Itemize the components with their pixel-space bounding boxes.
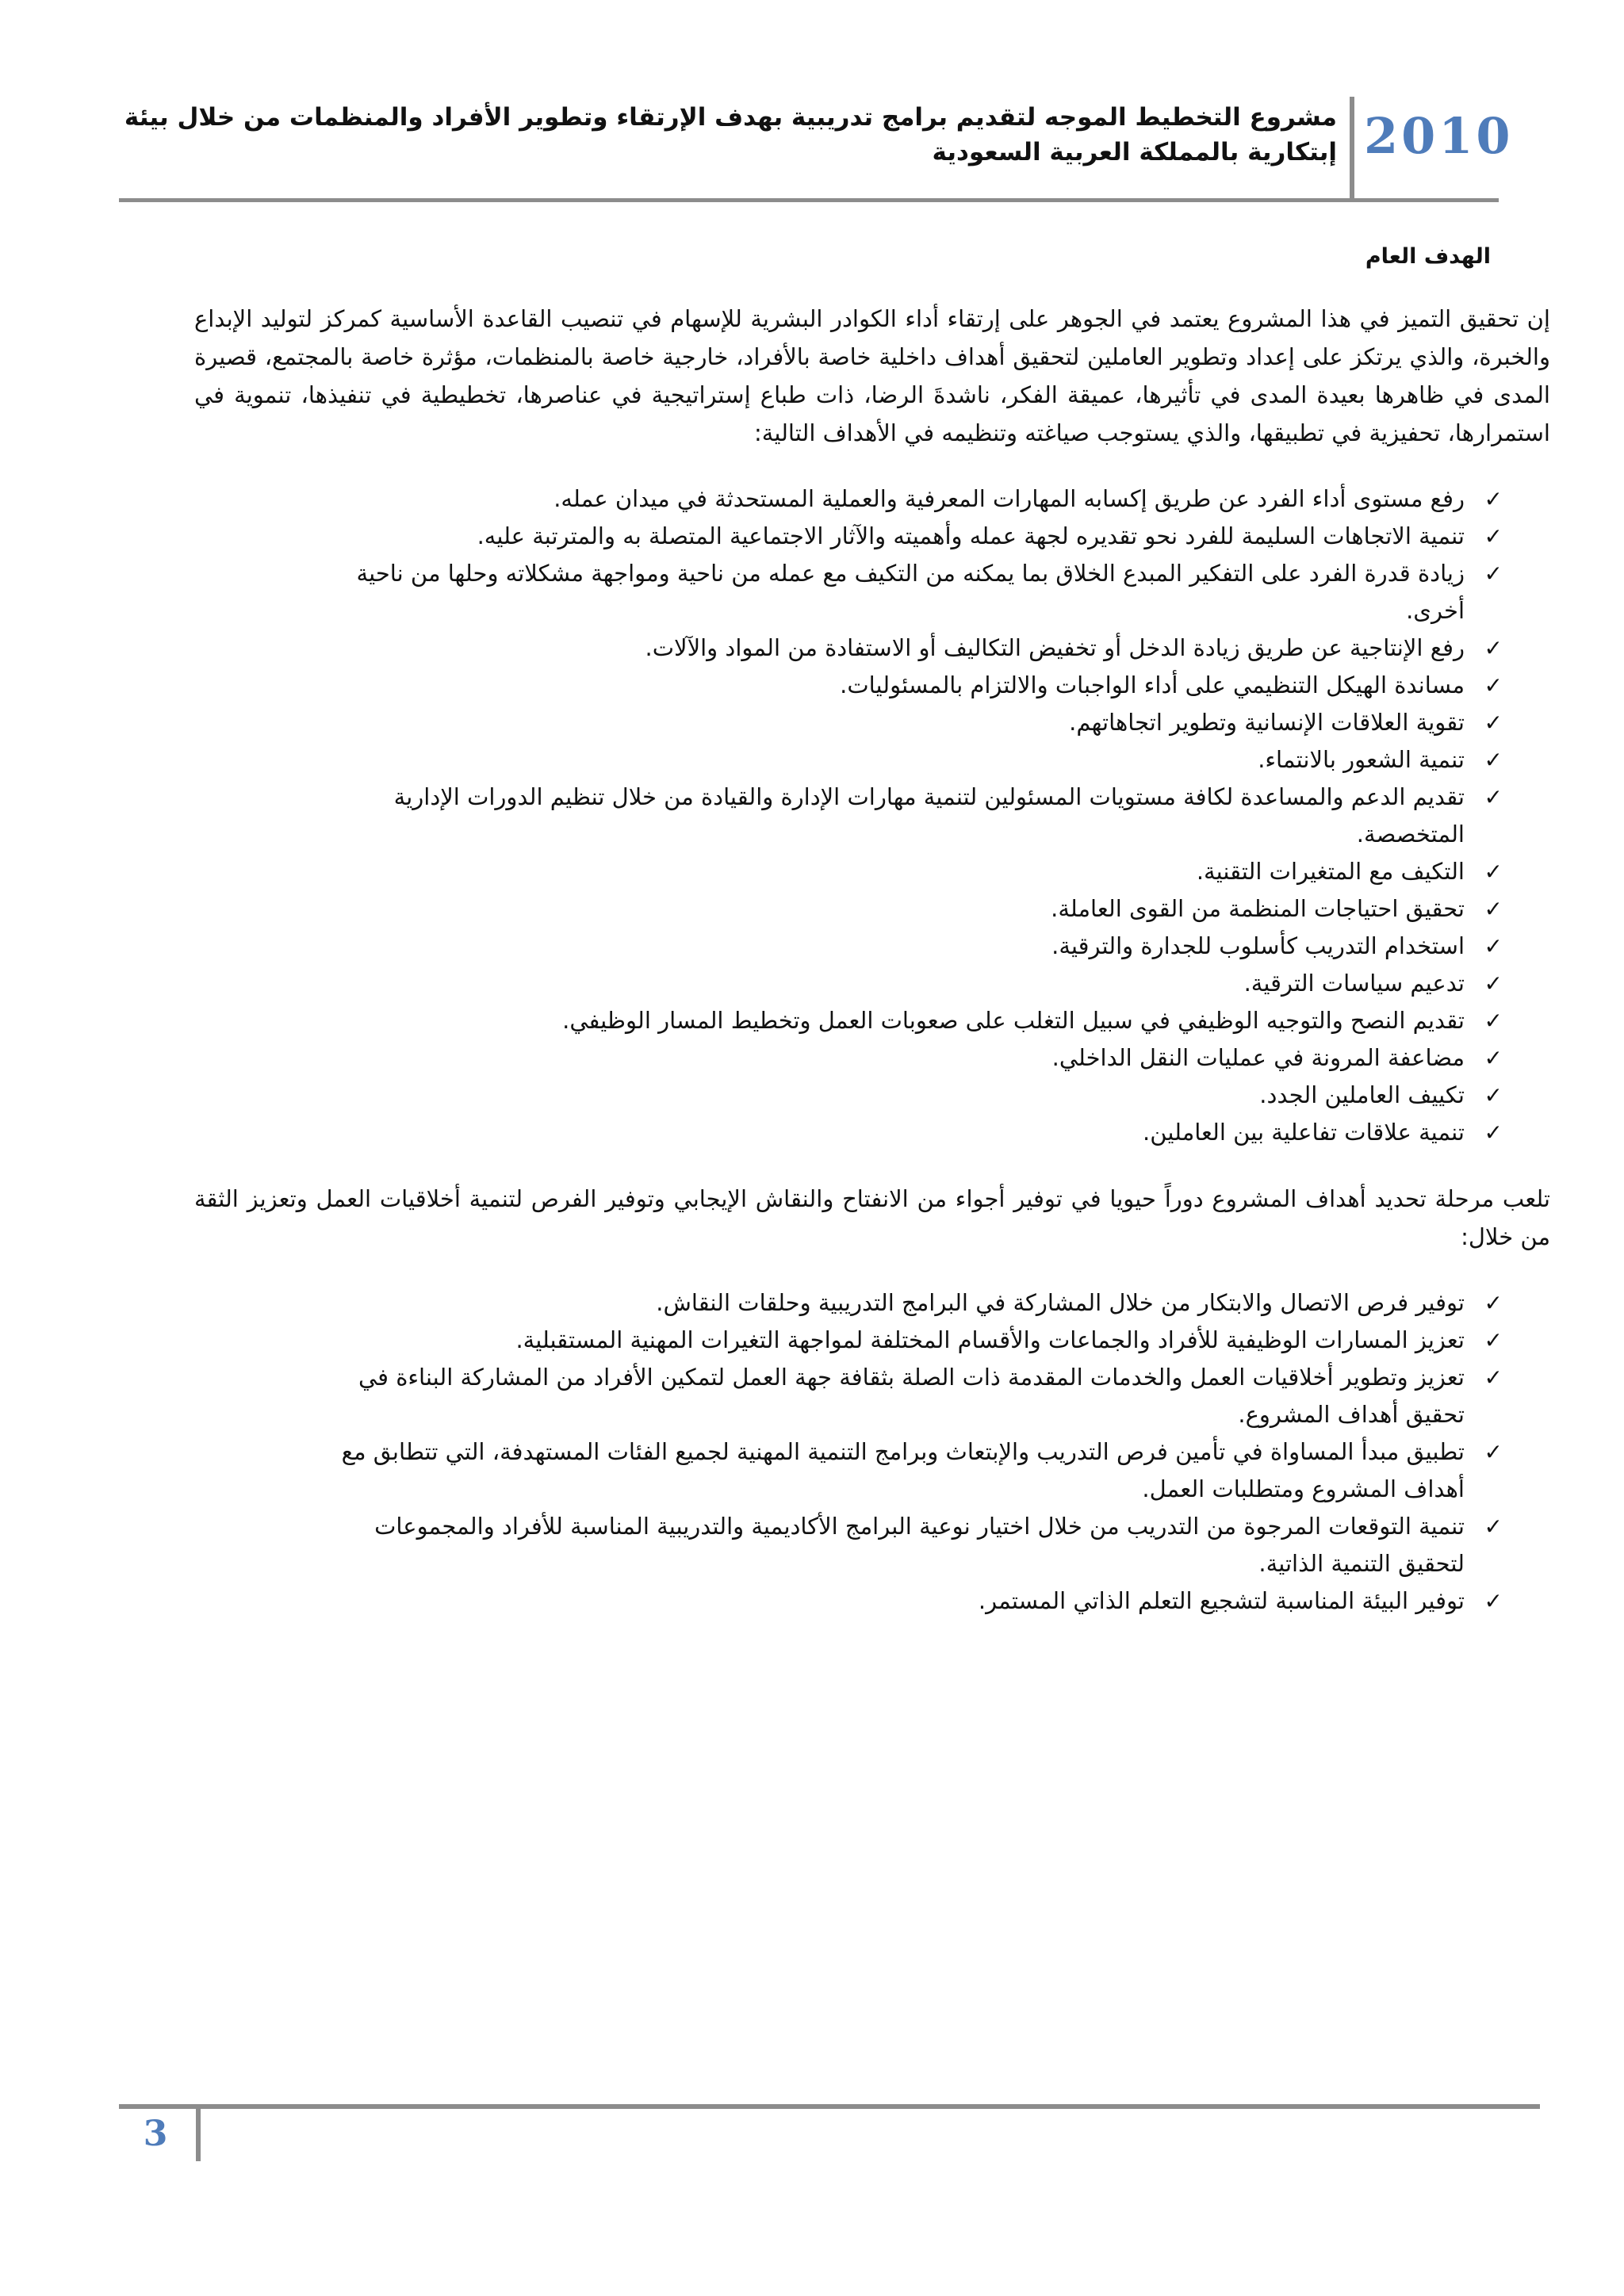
- list-item: [305, 1039, 1503, 1077]
- list-item-text: تقديم الدعم والمساعدة لكافة مستويات المسئولين لتنمية مهارات الإدارة والقيادة من خلال تنظيم الدورات الإدارية المتخصصة.: [393, 783, 1465, 848]
- list-item: [305, 480, 1503, 518]
- list-item-text: رفع الإنتاجية عن طريق زيادة الدخل أو تخفيض التكاليف أو الاستفادة من المواد والآلات.: [645, 634, 1465, 661]
- checkmark-icon: ✓: [1484, 1119, 1503, 1146]
- list-item-text: تنمية الاتجاهات السليمة للفرد نحو تقديره لجهة عمله وأهميته والآثار الاجتماعية المتصلة به والمترتبة عليه.: [477, 522, 1465, 549]
- checkmark-icon: ✓: [1484, 1513, 1503, 1540]
- checkmark-icon: ✓: [1484, 1364, 1503, 1391]
- checkmark-icon: ✓: [1484, 561, 1503, 587]
- checkmark-icon: ✓: [1484, 486, 1503, 512]
- list-item-text: تنمية علاقات تفاعلية بين العاملين.: [1143, 1119, 1465, 1146]
- list-item: [305, 1077, 1503, 1114]
- checkmark-icon: ✓: [1484, 1327, 1503, 1353]
- list-item-text: التكيف مع المتغيرات التقنية.: [1196, 858, 1465, 885]
- checkmark-icon: ✓: [1484, 635, 1503, 661]
- list-item-text: تنمية الشعور بالانتماء.: [1258, 746, 1465, 773]
- means-list: [194, 1284, 1550, 1620]
- list-item: [305, 965, 1503, 1002]
- list-item-text: تنمية التوقعات المرجوة من التدريب من خلال اختيار نوعية البرامج الأكاديمية والتدريبية المناسبة للأفراد والمجموعات لتحقيق التنمية الذاتية.: [374, 1513, 1465, 1577]
- goals-list: [194, 480, 1550, 1151]
- intro-paragraph: إن تحقيق التميز في هذا المشروع يعتمد في الجوهر على إرتقاء أداء الكوادر البشرية للإسهام في تنصيب القاعدة الأساسية كمركز لتوليد الإبداع والخبرة، والذي يرتكز على إعداد وتطوير العاملين لتحقيق أهداف داخلية خاصة بالأفراد، خارجية خاصة بالمنظمات، مؤثرة خاصة بالمجتمع، قصيرة المدى في ظاهرها بعيدة المدى في تأثيرها، عميقة الفكر، ناشدةَ الرضا، ذات طباع إستراتيجية في عناصرها، تخطيطية في تنفيذها، تنموية في استمرارها، تحفيزية في تطبيقها، والذي يستوجب صياغته وتنظيمه في الأهداف التالية:: [194, 305, 1550, 446]
- list-item: [305, 779, 1503, 853]
- list-item: [305, 1582, 1503, 1620]
- list-item: [305, 1508, 1503, 1582]
- list-item-text: تكييف العاملين الجدد.: [1259, 1081, 1465, 1108]
- list-item-text: تدعيم سياسات الترقية.: [1243, 970, 1465, 997]
- list-item: [305, 853, 1503, 890]
- list-item-text: توفير البيئة المناسبة لتشجيع التعلم الذاتي المستمر.: [978, 1587, 1465, 1614]
- list-item: [305, 1002, 1503, 1039]
- list-item-text: تقديم النصح والتوجيه الوظيفي في سبيل التغلب على صعوبات العمل وتخطيط المسار الوظيفي.: [562, 1007, 1465, 1034]
- list-item: [305, 667, 1503, 704]
- list-item-text: مضاعفة المرونة في عمليات النقل الداخلي.: [1051, 1044, 1465, 1071]
- list-item-text: تعزيز المسارات الوظيفية للأفراد والجماعات والأقسام المختلفة لمواجهة التغيرات المهنية المستقبلية.: [515, 1326, 1465, 1353]
- page-header: [119, 94, 1514, 198]
- list-item: [305, 928, 1503, 965]
- list-item: [305, 890, 1503, 928]
- checkmark-icon: ✓: [1484, 1588, 1503, 1614]
- checkmark-icon: ✓: [1484, 1045, 1503, 1071]
- list-item-text: تقوية العلاقات الإنسانية وتطوير اتجاهاتهم.: [1069, 709, 1465, 736]
- checkmark-icon: ✓: [1484, 710, 1503, 736]
- list-item: [305, 1114, 1503, 1151]
- header-divider: [1350, 97, 1354, 200]
- list-item: [305, 1433, 1503, 1508]
- footer-rule: [119, 2104, 1540, 2109]
- section-heading: الهدف العام: [1365, 244, 1491, 269]
- list-item-text: رفع مستوى أداء الفرد عن طريق إكسابه المهارات المعرفية والعملية المستحدثة في ميدان عمله.: [553, 485, 1465, 512]
- list-item-text: زيادة قدرة الفرد على التفكير المبدع الخلاق بما يمكنه من التكيف مع عمله من ناحية ومواجهة مشكلاته وحلها من ناحية أخرى.: [356, 560, 1465, 624]
- list-item-text: استخدام التدريب كأسلوب للجدارة والترقية.: [1051, 932, 1465, 959]
- list-item: [305, 1284, 1503, 1322]
- header-year: 2010: [1364, 107, 1514, 165]
- list-item: [305, 555, 1503, 629]
- page-number: 3: [143, 2114, 168, 2154]
- header-rule: [119, 198, 1499, 202]
- page-content: [194, 238, 1550, 1648]
- header-title: مشروع التخطيط الموجه لتقديم برامج تدريبية بهدف الإرتقاء وتطوير الأفراد والمنظمات من خلال بيئة إبتكارية بالمملكة العربية السعودية: [124, 103, 1337, 166]
- checkmark-icon: ✓: [1484, 1290, 1503, 1316]
- transition-paragraph: تلعب مرحلة تحديد أهداف المشروع دوراً حيويا في توفير أجواء من الانفتاح والنقاش الإيجابي وتوفير الفرص لتنمية أخلاقيات العمل وتعزيز الثقة من خلال:: [194, 1185, 1550, 1250]
- checkmark-icon: ✓: [1484, 523, 1503, 549]
- list-item: [305, 518, 1503, 555]
- checkmark-icon: ✓: [1484, 1439, 1503, 1465]
- checkmark-icon: ✓: [1484, 784, 1503, 810]
- list-item: [305, 1359, 1503, 1433]
- list-item-text: تعزيز وتطوير أخلاقيات العمل والخدمات المقدمة ذات الصلة بثقافة جهة العمل لتمكين الأفراد من المشاركة البناءة في تحقيق أهداف المشروع.: [358, 1364, 1465, 1428]
- list-item-text: تطبيق مبدأ المساواة في تأمين فرص التدريب والإبتعاث وبرامج التنمية المهنية لجميع الفئات المستهدفة، التي تتطابق مع أهداف المشروع ومتطلبات العمل.: [341, 1438, 1465, 1502]
- checkmark-icon: ✓: [1484, 1082, 1503, 1108]
- list-item-text: مساندة الهيكل التنظيمي على أداء الواجبات والالتزام بالمسئوليات.: [840, 672, 1465, 698]
- list-item: [305, 629, 1503, 667]
- checkmark-icon: ✓: [1484, 747, 1503, 773]
- list-item: [305, 704, 1503, 741]
- footer-divider: [196, 2109, 201, 2161]
- checkmark-icon: ✓: [1484, 859, 1503, 885]
- list-item-text: توفير فرص الاتصال والابتكار من خلال المشاركة في البرامج التدريبية وحلقات النقاش.: [656, 1289, 1465, 1316]
- checkmark-icon: ✓: [1484, 933, 1503, 959]
- list-item: [305, 1322, 1503, 1359]
- checkmark-icon: ✓: [1484, 672, 1503, 698]
- list-item: [305, 741, 1503, 779]
- checkmark-icon: ✓: [1484, 1008, 1503, 1034]
- list-item-text: تحقيق احتياجات المنظمة من القوى العاملة.: [1051, 895, 1465, 922]
- checkmark-icon: ✓: [1484, 970, 1503, 997]
- checkmark-icon: ✓: [1484, 896, 1503, 922]
